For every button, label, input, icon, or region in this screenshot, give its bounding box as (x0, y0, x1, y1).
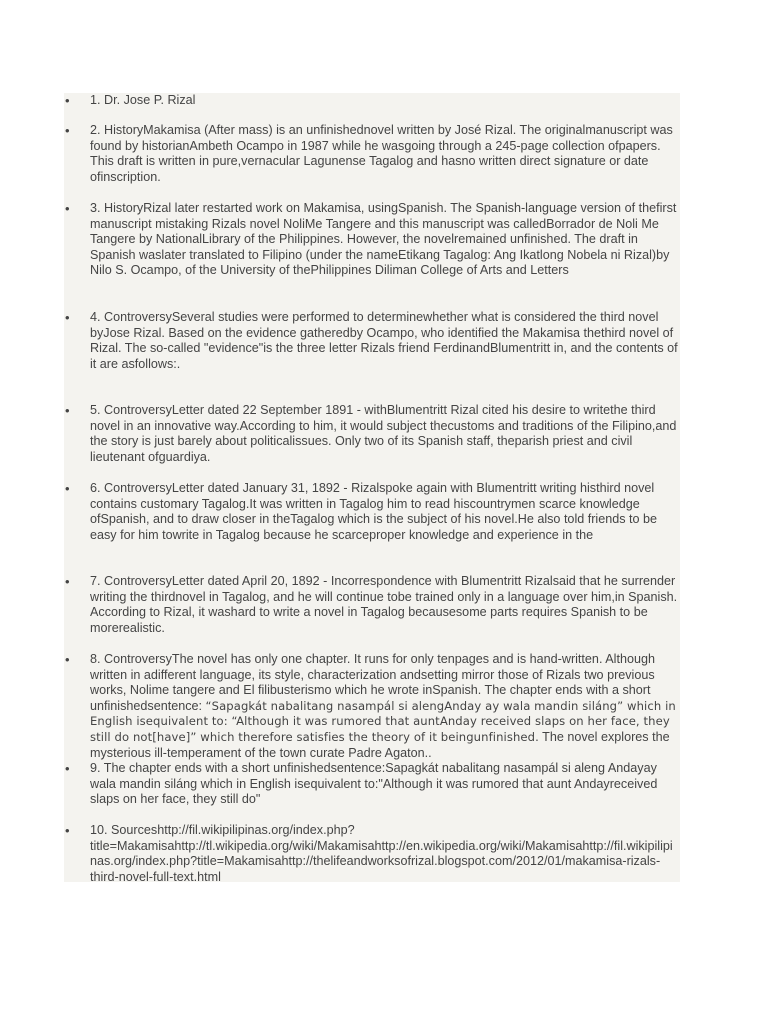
list-item-text: 6. ControversyLetter dated January 31, 1892 - Rizalspoke again with Blumentritt writing histhird novel contains customary Tagalog.It was written in Tagalog him to read hiscountrymen scarce knowledge ofSpanish, and to draw closer in theTagalog which is the subject of his novel.He also told friends to be easy for him towrite in Tagalog because he scarceproper knowledge and experience in the (90, 481, 658, 542)
bullet-marker: • (65, 574, 70, 589)
item-text-before-quote: 8. ControversyThe novel has only one chapter. It runs for only tenpages and is hand-written. Although written in adifferent language, its style, characterization andsetting mirror those of Rizals two previous works, Nolime tangere and El filibusterismo which he wrote inSpanish. The chapter ends with a short unfinishedsentence: (90, 652, 655, 713)
bullet-marker: • (65, 403, 70, 418)
list-item-text: 2. HistoryMakamisa (After mass) is an unfinishednovel written by José Rizal. The originalmanuscript was found by historianAmbeth Ocampo in 1987 while he wasgoing through a 245-page collection ofpapers. This draft is written in pure,vernacular Lagunense Tagalog and hasno written direct signature or date ofinscription. (90, 123, 673, 184)
list-item-text (90, 652, 678, 761)
bullet-marker: • (65, 481, 70, 496)
list-item-text: 7. ControversyLetter dated April 20, 1892 - Incorrespondence with Blumentritt Rizalsaid that he surrender writing the thirdnovel in Tagalog, and he will continue tobe trained only in a language over him,in Spanish. According to Rizal, it washard to write a novel in Tagalog becausesome parts requires Spanish to be morerealistic. (90, 574, 678, 635)
bullet-marker: • (65, 310, 70, 325)
list-item-text: 4. ControversySeveral studies were performed to determinewhether what is considered the third novel byJose Rizal. Based on the evidence gatheredby Ocampo, who identified the Makamisa thethird novel of Rizal. The so-called "evidence"is the three letter Rizals friend FerdinandBlumentritt in, and the contents of it are asfollows:. (90, 310, 678, 371)
item-text-after-quote: The novel explores the mysterious ill-temperament of the town curate Padre Agaton.. (90, 729, 670, 760)
list-item-text: 5. ControversyLetter dated 22 September 1891 - withBlumentritt Rizal cited his desire to writethe third novel in an innovative way.According to him, it would subject thecustoms and traditions of the Filipino,and the story is just barely about politicalissues. Only two of its Spanish staff, theparish priest and civil lieutenant ofguardiya. (90, 403, 677, 464)
bullet-marker: • (65, 652, 70, 667)
bullet-marker: • (65, 761, 70, 776)
bullet-marker: • (65, 93, 70, 108)
list-item-text: 1. Dr. Jose P. Rizal (90, 93, 196, 107)
sources-text: 10. Sourceshttp://fil.wikipilipinas.org/index.php?title=Makamisahttp://tl.wikipedia.org/wiki/Makamisahttp://en.wikipedia.org/wiki/Makamisahttp://fil.wikipilipinas.org/index.php?title=Makamisahttp://thelifeandworksofrizal.blogspot.com/2012/01/makamisa-rizals-third-novel-full-text.html (90, 823, 673, 884)
content-panel (64, 93, 680, 882)
bullet-marker: • (65, 201, 70, 216)
list-item-text: 3. HistoryRizal later restarted work on Makamisa, usingSpanish. The Spanish-language version of thefirst manuscript mistaking Rizals novel NoliMe Tangere and this manuscript was calledBorrador de Noli Me Tangere by NationalLibrary of the Philippines. However, the novelremained unfinished. The draft in Spanish waslater translated to Filipino (under the nameEtikang Tagalog: Ang Ikatlong Nobela ni Rizal)by Nilo S. Ocampo, of the University of thePhilippines Diliman College of Arts and Letters (90, 201, 677, 278)
bullet-marker: • (65, 823, 70, 838)
quoted-sentence: “Sapagkát nabalitang nasampál si alengAnday ay wala mandin siláng” which in English isequivalent to: “Although it was rumored that auntAnday received slaps on her face, they still do not[have]” which therefore satisfies the theory of it beingunfinished. (90, 698, 676, 744)
bullet-marker: • (65, 123, 70, 138)
list-item-text: 9. The chapter ends with a short unfinishedsentence:Sapagkát nabalitang nasampál si aleng Andayay wala mandin siláng which in English isequivalent to:"Although it was rumored that aunt Andayreceived slaps on her face, they still do" (90, 761, 658, 807)
